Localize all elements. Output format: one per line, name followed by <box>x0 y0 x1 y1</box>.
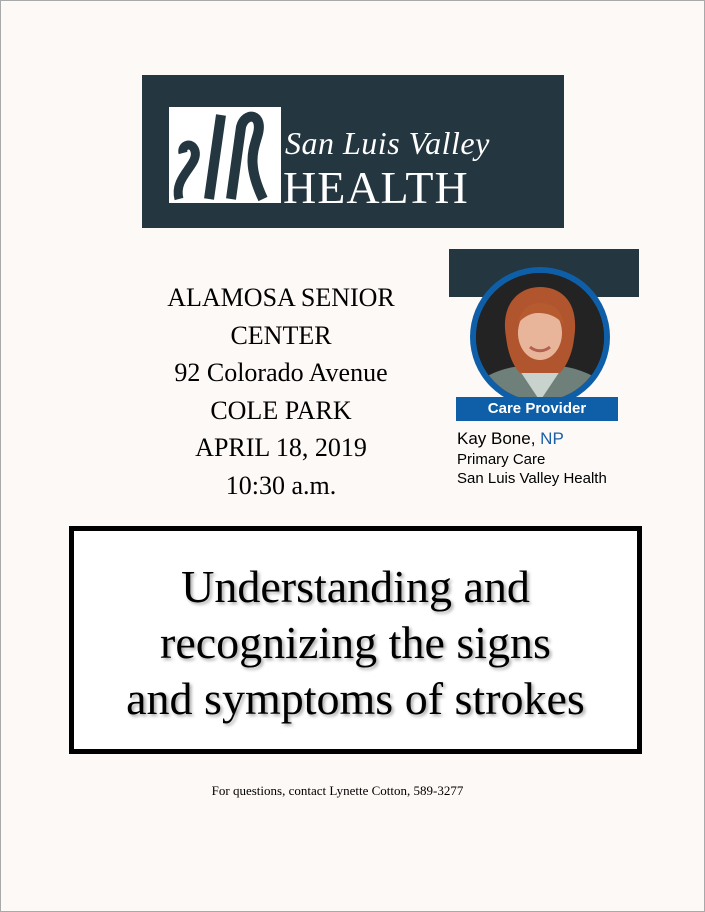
provider-photo-frame <box>470 267 610 407</box>
event-park: COLE PARK <box>210 395 352 425</box>
provider-name: Kay Bone, <box>457 429 541 448</box>
event-venue-line2: CENTER <box>230 320 332 350</box>
slv-logo-mark-icon <box>169 107 281 203</box>
topic-line1: Understanding and <box>181 561 530 612</box>
topic-title <box>74 559 637 727</box>
provider-organization: San Luis Valley Health <box>457 470 607 487</box>
logo-text-top: San Luis Valley <box>285 125 490 161</box>
logo-text-bottom: HEALTH <box>283 162 469 213</box>
care-provider-badge: Care Provider <box>456 397 618 421</box>
event-address: 92 Colorado Avenue <box>174 358 388 387</box>
event-details <box>121 279 441 504</box>
event-time: 10:30 a.m. <box>225 470 337 500</box>
topic-box <box>69 526 642 754</box>
provider-photo <box>476 273 604 401</box>
event-venue-line1: ALAMOSA SENIOR <box>167 283 395 312</box>
provider-info <box>457 428 607 488</box>
provider-credential: NP <box>540 429 564 448</box>
provider-specialty: Primary Care <box>457 451 546 468</box>
topic-line3: and symptoms of strokes <box>126 673 585 724</box>
provider-name-line <box>457 428 607 450</box>
event-date: APRIL 18, 2019 <box>195 433 367 462</box>
contact-footer: For questions, contact Lynette Cotton, 589-3277 <box>211 783 464 798</box>
slv-health-logo <box>142 75 564 228</box>
topic-line2: recognizing the signs <box>160 617 551 668</box>
